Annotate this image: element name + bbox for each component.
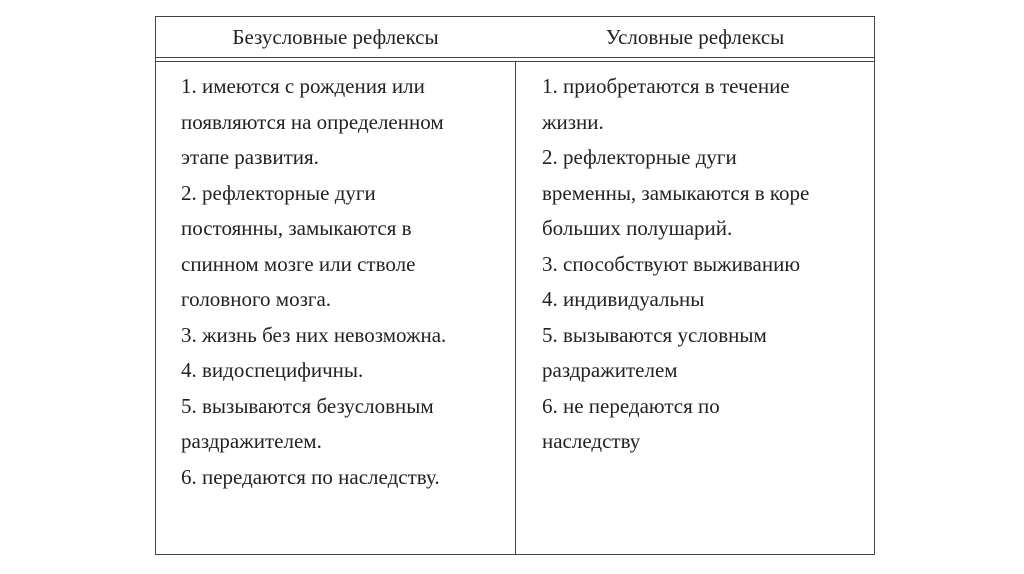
unconditioned-item-1: 1. имеются с рождения или появляются на определенном этапе развития. (181, 74, 444, 169)
conditioned-reflexes-cell (542, 69, 872, 460)
column-divider (515, 62, 516, 554)
unconditioned-item-3: 3. жизнь без них невозможна. (181, 322, 447, 347)
conditioned-item-1: 1. приобретаются в течение жизни. (542, 74, 790, 134)
unconditioned-item-2: 2. рефлекторные дуги постоянны, замыкаются в спинном мозге или стволе головного мозга. (181, 180, 416, 311)
conditioned-item-4: 4. индивидуальны (542, 287, 705, 311)
conditioned-item-6: 6. не передаются по наследству (542, 393, 720, 453)
conditioned-item-2: 2. рефлекторные дуги временны, замыкаются в коре больших полушарий. (542, 145, 810, 240)
header-conditioned-reflexes: Условные рефлексы (605, 24, 785, 49)
reflex-comparison-table (155, 16, 875, 555)
table-header-row (156, 17, 874, 58)
header-unconditioned-reflexes: Безусловные рефлексы (232, 24, 439, 49)
unconditioned-item-4: 4. видоспецифичны. (181, 358, 364, 382)
table-body-row (156, 61, 874, 554)
unconditioned-reflexes-cell (181, 69, 511, 495)
conditioned-item-5: 5. вызываются условным раздражителем (542, 322, 767, 382)
conditioned-item-3: 3. способствуют выживанию (542, 251, 801, 276)
unconditioned-item-6: 6. передаются по наследству. (181, 464, 440, 489)
unconditioned-item-5: 5. вызываются безусловным раздражителем. (181, 393, 434, 453)
